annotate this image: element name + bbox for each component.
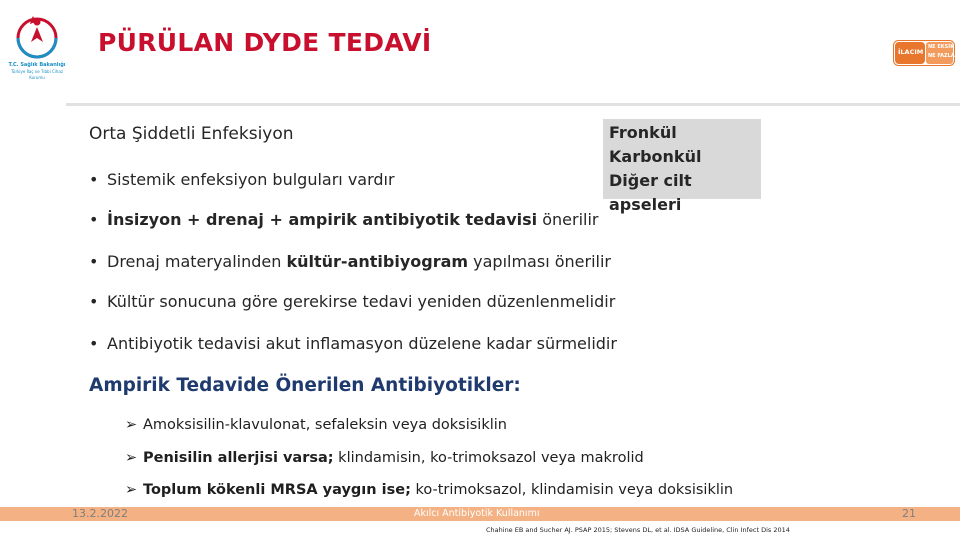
bullet-2 [89,210,598,229]
section-heading: Orta Şiddetli Enfeksiyon [89,124,294,144]
item-1-text: Amoksisilin-klavulonat, sefaleksin veya doksisiklin [143,417,507,433]
logo-left-text: T.C. Sağlık Bakanlığı [8,62,66,68]
campaign-logo [893,40,955,66]
bullet-5-text: Antibiyotik tedavisi akut inflamasyon düzelene kadar sürmelidir [107,334,617,353]
page-title: PÜRÜLAN DYDE TEDAVİ [98,28,432,57]
bullet-symbol: • [89,210,99,229]
bullet-3-post: yapılması önerilir [468,252,611,271]
box-line-2: Karbonkül [609,147,702,166]
bullet-2-bold: İnsizyon + drenaj + ampirik antibiyotik tedavisi [107,210,538,229]
arrow-icon: ➢ [125,482,138,498]
bullet-symbol: • [89,170,99,189]
arrow-icon: ➢ [125,450,138,466]
infection-types-box [603,119,761,214]
box-line-1: Fronkül [609,123,677,142]
item-3-rest: ko-trimoksazol, klindamisin veya doksisiklin [410,482,734,498]
antibiotic-item-1 [125,417,507,433]
footer-date: 13.2.2022 [72,507,128,520]
references: Chahine EB and Sucher AJ. PSAP 2015; Stevens DL, et al. IDSA Guideline, Clin Infect Dis 2014 [486,526,790,534]
bullet-symbol: • [89,334,99,353]
item-3-bold: Toplum kökenli MRSA yaygın ise; [143,482,411,498]
footer-title: Akılcı Antibiyotik Kullanımı [414,508,540,519]
bullet-symbol: • [89,252,99,271]
box-line-3: Diğer cilt apseleri [609,171,692,214]
arrow-icon: ➢ [125,417,138,433]
header-divider [66,103,960,106]
logo-right-text-3: NE FAZLA [928,53,955,59]
bullet-symbol: • [89,292,99,311]
bullet-1-text: Sistemik enfeksiyon bulguları vardır [107,170,395,189]
logo-right-text-1: İLACIM [898,48,924,56]
bullet-3 [89,252,611,271]
bullet-5 [89,334,617,353]
ministry-logo [4,12,70,80]
antibiotic-item-2 [125,450,644,466]
page-number: 21 [902,507,916,520]
bullet-1 [89,170,395,189]
item-2-rest: klindamisin, ko-trimoksazol veya makrolid [333,450,644,466]
bullet-4 [89,292,615,311]
item-2-bold: Penisilin allerjisi varsa; [143,450,334,466]
logo-right-text-2: NE EKSİK [928,44,954,50]
bullet-3-pre: Drenaj materyalinden [107,252,287,271]
ministry-emblem-icon [4,12,70,62]
bullet-4-text: Kültür sonucuna göre gerekirse tedavi yeniden düzenlenmelidir [107,292,616,311]
antibiotic-item-3 [125,482,733,498]
bullet-3-bold: kültür-antibiyogram [286,252,469,271]
sub-heading: Ampirik Tedavide Önerilen Antibiyotikler: [89,375,521,396]
logo-left-subtext: Türkiye İlaç ve Tıbbi Cihaz Kurumu [11,69,63,80]
bullet-2-rest: önerilir [537,210,599,229]
